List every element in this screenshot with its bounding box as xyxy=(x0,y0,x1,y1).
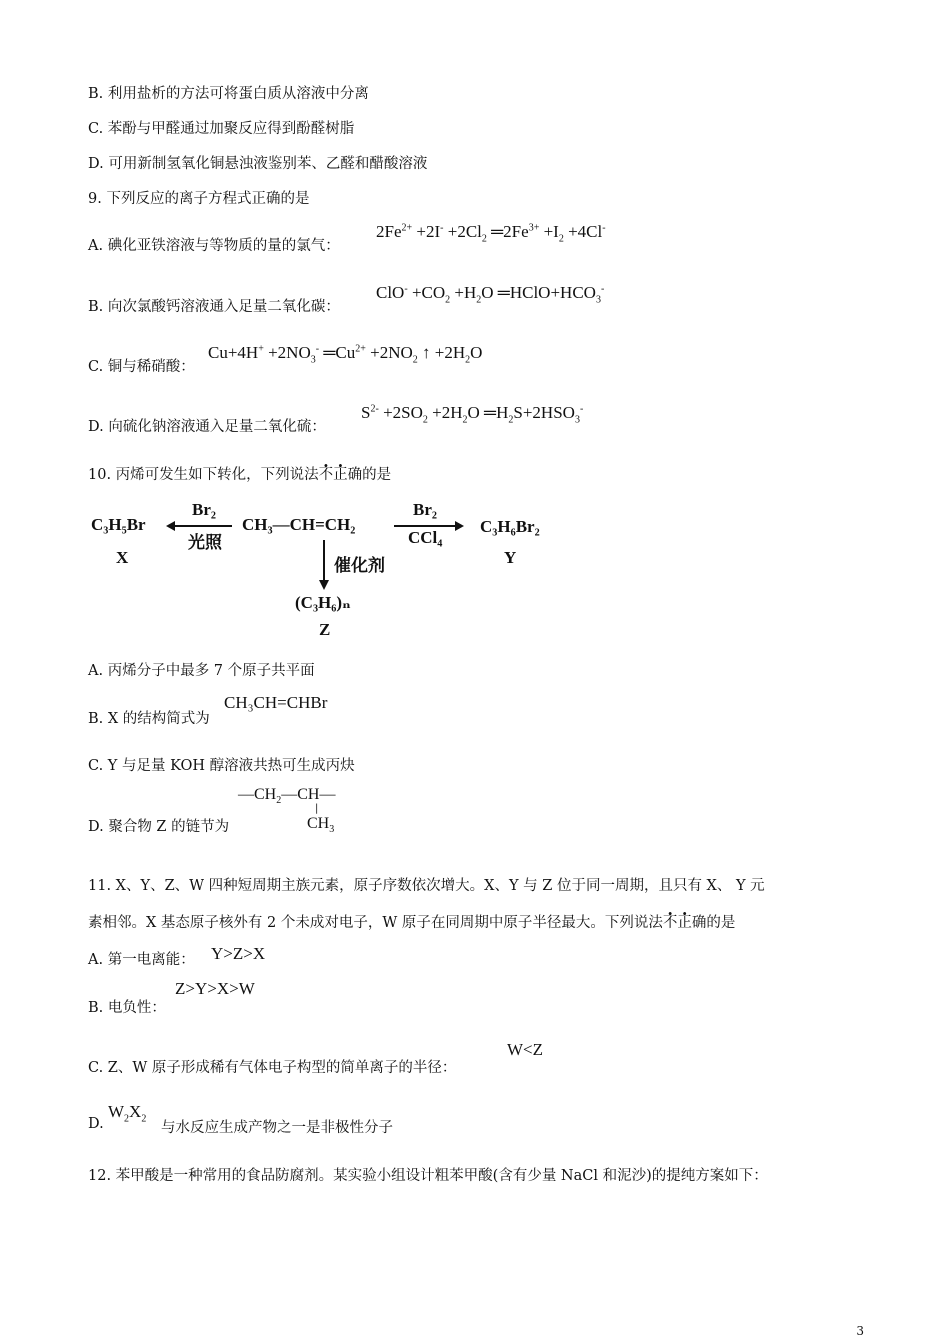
q9-option-c-equation: $Cu+4H^+ +2NO_3^-$ $═Cu^{2+} +2NO_2$ ↑ $+2H_2O$ xyxy=(208,343,483,366)
q10-option-d-label: D. 聚合物 Z 的链节为 xyxy=(88,819,230,835)
left-reagent: Br₂ xyxy=(192,500,216,519)
q9-option-a-equation: $2Fe^{2+} +2I^- +2Cl_2$ $═2Fe^{3+} +I_2 +4Cl^-$ xyxy=(376,222,606,245)
q11-option-a-label: A. 第一电离能： xyxy=(88,952,195,968)
q9-option-c-label: C. 铜与稀硝酸： xyxy=(88,359,195,375)
q9-option-a-label: A. 碘化亚铁溶液与等物质的量的氯气： xyxy=(88,238,340,254)
q9-option-b-equation: $ClO^- +CO_2 +H_2O$ $═HClO+HCO_3^-$ xyxy=(376,283,605,306)
q9-stem: 9. 下列反应的离子方程式正确的是 xyxy=(88,191,310,207)
q9-option-b-label: B. 向次氯酸钙溶液通入足量二氧化碳： xyxy=(88,299,340,315)
page-number: 3 xyxy=(856,1324,864,1338)
q11-emphasis-2: 正 xyxy=(677,915,692,931)
product-z-label: Z xyxy=(319,620,331,639)
q11-stem-post: 确的是 xyxy=(691,915,736,931)
q11-option-b-label: B. 电负性： xyxy=(88,1000,166,1016)
down-arrow-icon xyxy=(318,540,330,590)
right-reagent: Br₂ xyxy=(413,500,437,519)
q11-option-c-formula: W<Z xyxy=(507,1040,544,1059)
reaction-scheme xyxy=(88,496,568,640)
q10-option-b-label: B. X 的结构简式为 xyxy=(88,711,210,727)
left-condition: 光照 xyxy=(188,533,222,552)
q11-option-d-label: D. xyxy=(88,1116,104,1132)
q10-option-a: A. 丙烯分子中最多 7 个原子共平面 xyxy=(88,663,315,679)
q10-stem xyxy=(88,463,391,484)
q10-emphasis-1: 不 xyxy=(318,467,334,483)
q11-emphasis-1: 不 xyxy=(662,915,678,931)
product-y-label: Y xyxy=(504,548,517,567)
q8-option-d: D. 可用新制氢氧化铜悬浊液鉴别苯、乙醛和醋酸溶液 xyxy=(88,156,428,172)
q11-stem-line1: 11. X、Y、Z、W 四种短周期主族元素，原子序数依次增大。X、Y 与 Z 位于同一周期，且只有 X、 Y 元 xyxy=(88,878,765,894)
q11-option-b-formula: Z>Y>X>W xyxy=(175,979,255,998)
q12-stem: 12. 苯甲酸是一种常用的食品防腐剂。某实验小组设计粗苯甲酸(含有少量 NaCl 和泥沙)的提纯方案如下： xyxy=(88,1168,768,1184)
q8-option-b: B. 利用盐析的方法可将蛋白质从溶液中分离 xyxy=(88,86,369,102)
q11-option-a-formula: Y>Z>X xyxy=(211,944,266,963)
right-condition: CCl₄ xyxy=(408,528,443,547)
product-x-formula: C₃H₅Br xyxy=(91,515,146,534)
chain-unit-bond: | xyxy=(315,803,319,814)
chain-unit-methyl: $CH_3$ xyxy=(307,815,335,836)
q10-stem-post: 确的是 xyxy=(347,467,392,483)
down-condition: 催化剂 xyxy=(334,556,385,575)
product-y-formula: C₃H₆Br₂ xyxy=(480,517,540,536)
q10-option-b-formula: CH₃CH=CHBr xyxy=(224,693,328,712)
q11-stem-pre: 素相邻。X 基态原子核外有 2 个未成对电子，W 原子在同周期中原子半径最大。下列说法 xyxy=(88,915,663,931)
q11-option-d-text: 与水反应生成产物之一是非极性分子 xyxy=(161,1120,393,1136)
product-z-formula: (C₃H₆)ₙ xyxy=(295,593,351,612)
q9-option-d-equation: $S^{2-} +2SO_2 +2H_2O$ $═H_2S+2HSO_3^-$ xyxy=(361,403,584,426)
q10-stem-pre: 10. 丙烯可发生如下转化，下列说法 xyxy=(88,467,319,483)
q8-option-c: C. 苯酚与甲醛通过加聚反应得到酚醛树脂 xyxy=(88,121,355,137)
q10-emphasis-2: 正 xyxy=(333,467,348,483)
q9-option-d-label: D. 向硫化钠溶液通入足量二氧化硫： xyxy=(88,419,326,435)
propene-formula: CH₃—CH=CH₂ xyxy=(242,515,356,534)
product-x-label: X xyxy=(116,548,129,567)
q11-stem-line2 xyxy=(88,911,735,932)
chain-unit-backbone: $—CH_2—CH—$ xyxy=(238,786,336,807)
q11-option-d-formula: $W_2X_2$ xyxy=(108,1102,147,1125)
q11-option-c-label: C. Z、W 原子形成稀有气体电子构型的简单离子的半径： xyxy=(88,1060,457,1076)
q10-option-c: C. Y 与足量 KOH 醇溶液共热可生成丙炔 xyxy=(88,758,355,774)
